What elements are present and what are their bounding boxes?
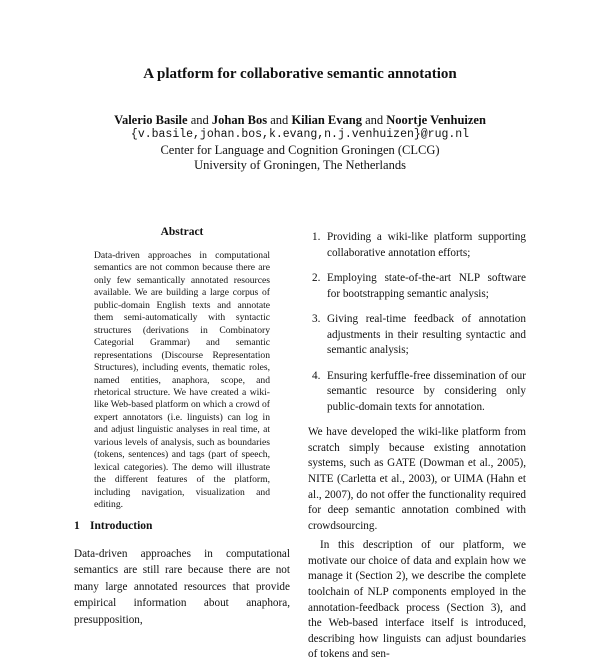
author-emails: {v.basile,johan.bos,k.evang,n.j.venhuizen}@rug.nl bbox=[130, 128, 470, 141]
author-name: Johan Bos bbox=[211, 113, 268, 127]
list-item-text: Employing state-of-the-art NLP software for bootstrapping semantic analysis; bbox=[327, 271, 526, 300]
abstract-heading: Abstract bbox=[160, 226, 204, 238]
author-separator: and bbox=[270, 113, 289, 127]
abstract-text: Data-driven approaches in computational semantics are not common because there are only few semantically annotated resources available. We are building a large corpus of public-domain English texts and annotate them semi-automatically with syntactic structures (derivations in Combinatory Categorial Grammar) and semantic representations (Discourse Representation Structures), including events, thematic roles, named entities, anaphora, scope, and rhetorical structure. We have created a wiki-like Web-based platform on which a crowd of expert annotators (i.e. linguists) can log in and adjust linguistic analyses in real time, at various levels of analysis, such as boundaries (tokens, sentences) and tags (part of speech, lexical categories). The demo will illustrate the different features of the platform, including navigation, visualization and editing. bbox=[94, 250, 270, 511]
list-item-text: Giving real-time feedback of annotation adjustments in their resulting syntactic and semantic analysis; bbox=[327, 312, 526, 357]
list-number: 4. bbox=[312, 369, 321, 382]
list-item bbox=[308, 312, 526, 359]
affiliation-line: University of Groningen, The Netherlands bbox=[194, 158, 406, 172]
affiliation-line: Center for Language and Cognition Groningen (CLCG) bbox=[160, 143, 440, 157]
right-column bbox=[308, 230, 526, 663]
body-paragraph: In this description of our platform, we motivate our choice of data and explain how we manage it (Section 2), we describe the complete toolchain of NLP components employed in the annotation-feedback process (Section 3), and the Web-based interface itself is introduced, describing how linguists can adjust boundaries of tokens and sen- bbox=[308, 539, 526, 661]
list-item bbox=[308, 369, 526, 416]
list-number: 2. bbox=[312, 271, 321, 284]
list-number: 3. bbox=[312, 312, 321, 325]
section-number: 1 bbox=[74, 520, 80, 532]
paper-title: A platform for collaborative semantic annotation bbox=[143, 66, 457, 82]
author-separator: and bbox=[190, 113, 209, 127]
author-name: Kilian Evang bbox=[291, 113, 362, 127]
author-list bbox=[0, 113, 600, 128]
author-name: Noortje Venhuizen bbox=[386, 113, 486, 127]
body-paragraph: We have developed the wiki-like platform from scratch simply because existing annotation systems, such as GATE (Dowman et al., 2005), NITE (Carletta et al., 2003), or UIMA (Hahn et al., 2007), do not offer the functionality required for deep semantic annotation combined with crowdsourcing. bbox=[308, 426, 526, 532]
author-name: Valerio Basile bbox=[114, 113, 188, 127]
contribution-list bbox=[308, 230, 526, 415]
introduction-text: Data-driven approaches in computational semantics are still rare because there are not many large annotated resources that provide empirical information about anaphora, presupposition, bbox=[74, 548, 290, 626]
section-heading bbox=[74, 520, 152, 532]
list-item-text: Providing a wiki-like platform supporting collaborative annotation efforts; bbox=[327, 231, 526, 259]
list-item bbox=[308, 230, 526, 261]
list-number: 1. bbox=[312, 231, 321, 243]
list-item-text: Ensuring kerfuffle-free dissemination of our semantic resource by considering only public-domain texts for annotation. bbox=[327, 369, 526, 413]
author-separator: and bbox=[365, 113, 384, 127]
section-title: Introduction bbox=[90, 520, 153, 532]
list-item bbox=[308, 271, 526, 302]
